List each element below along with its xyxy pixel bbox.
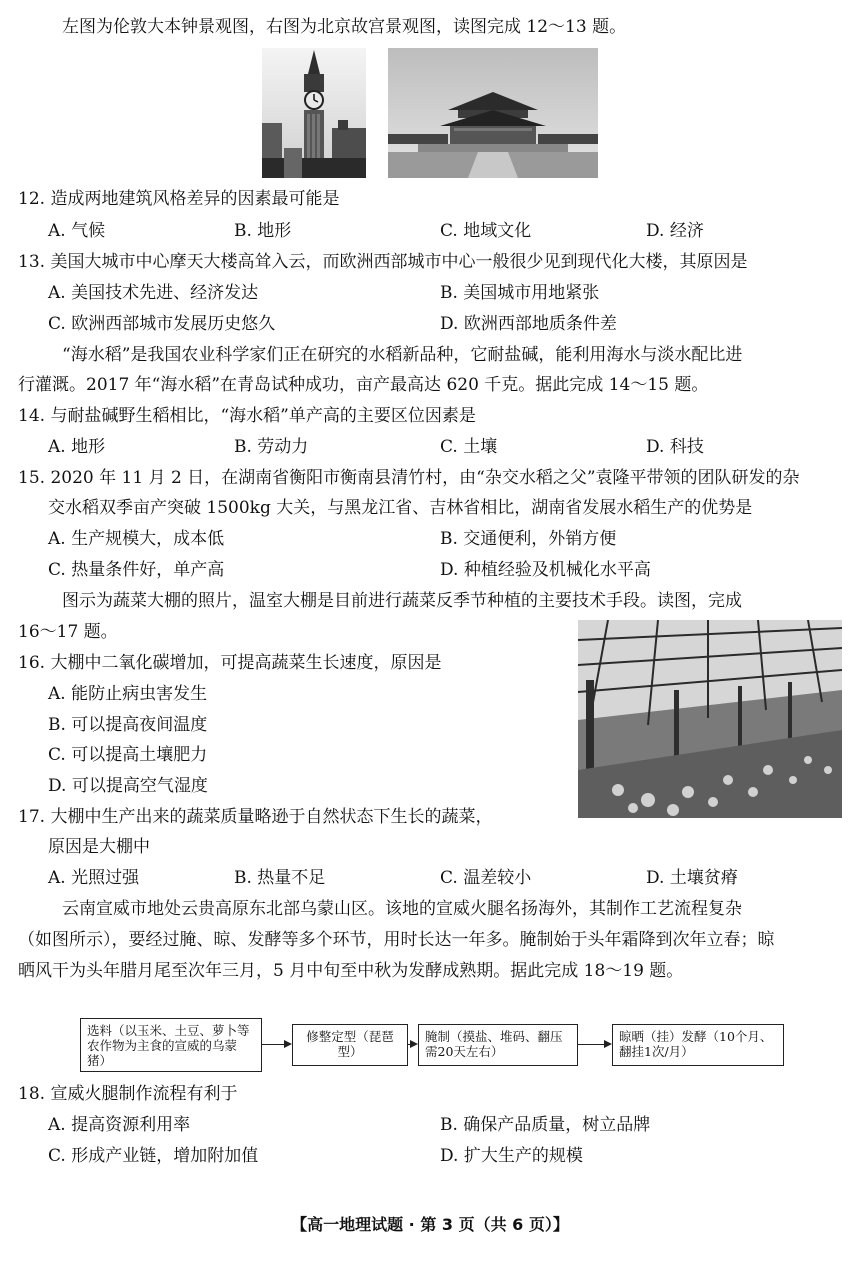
q18-option-d[interactable]: D. 扩大生产的规模: [440, 1146, 583, 1166]
q16-option-c[interactable]: C. 可以提高土壤肥力: [48, 745, 208, 765]
q17-stem-line1: 17. 大棚中生产出来的蔬菜质量略逊于自然状态下生长的蔬菜，: [18, 807, 493, 827]
q13-option-b[interactable]: B. 美国城市用地紧张: [440, 283, 600, 303]
q14-option-c[interactable]: C. 土壤: [440, 437, 498, 457]
intro-q18-19-line3: 晒风干为头年腊月尾至次年三月，5 月中旬至中秋为发酵成熟期。据此完成 18～19 题。: [18, 961, 684, 981]
q13-stem: 13. 美国大城市中心摩天大楼高耸入云，而欧洲西部城市中心一般很少见到现代化大楼，其原因是: [18, 252, 748, 272]
q18-option-a[interactable]: A. 提高资源利用率: [48, 1115, 191, 1135]
q17-stem-line2: 原因是大棚中: [48, 837, 150, 857]
q14-stem: 14. 与耐盐碱野生稻相比，“海水稻”单产高的主要区位因素是: [18, 406, 476, 426]
flow-arrow-3: [578, 1044, 610, 1045]
q15-stem-line2: 交水稻双季亩产突破 1500kg 大关，与黑龙江省、吉林省相比，湖南省发展水稻生产的优势是: [48, 498, 753, 518]
q14-option-b[interactable]: B. 劳动力: [234, 437, 309, 457]
q14-option-d[interactable]: D. 科技: [646, 437, 704, 457]
q15-option-c[interactable]: C. 热量条件好，单产高: [48, 560, 225, 580]
flow-step-dry-ferment: 晾晒（挂）发酵（10个月、翻挂1次/月）: [612, 1024, 784, 1066]
intro-q12-13: 左图为伦敦大本钟景观图，右图为北京故宫景观图，读图完成 12～13 题。: [62, 17, 627, 37]
greenhouse-photo: [578, 620, 842, 818]
intro-q14-15-line1: “海水稻”是我国农业科学家们正在研究的水稻新品种，它耐盐碱，能利用海水与淡水配比进: [62, 345, 743, 365]
q18-option-c[interactable]: C. 形成产业链，增加附加值: [48, 1146, 259, 1166]
flow-step-cure: 腌制（摸盐、堆码、翻压需20天左右）: [418, 1024, 578, 1066]
big-ben-photo: [262, 48, 366, 178]
intro-q18-19-line1: 云南宣威市地处云贵高原东北部乌蒙山区。该地的宣威火腿名扬海外，其制作工艺流程复杂: [62, 899, 742, 919]
q16-option-a[interactable]: A. 能防止病虫害发生: [48, 684, 208, 704]
q17-option-a[interactable]: A. 光照过强: [48, 868, 140, 888]
q12-option-b[interactable]: B. 地形: [234, 221, 292, 241]
q17-option-d[interactable]: D. 土壤贫瘠: [646, 868, 738, 888]
forbidden-city-photo: [388, 48, 598, 178]
q17-option-b[interactable]: B. 热量不足: [234, 868, 326, 888]
q14-option-a[interactable]: A. 地形: [48, 437, 106, 457]
q16-option-d[interactable]: D. 可以提高空气湿度: [48, 776, 208, 796]
page-footer: 【高一地理试题 · 第 3 页（共 6 页）】: [291, 1215, 569, 1234]
q17-option-c[interactable]: C. 温差较小: [440, 868, 532, 888]
q18-option-b[interactable]: B. 确保产品质量，树立品牌: [440, 1115, 651, 1135]
q15-option-a[interactable]: A. 生产规模大，成本低: [48, 529, 225, 549]
q13-option-c[interactable]: C. 欧洲西部城市发展历史悠久: [48, 314, 276, 334]
q13-option-a[interactable]: A. 美国技术先进、经济发达: [48, 283, 259, 303]
q12-option-a[interactable]: A. 气候: [48, 221, 106, 241]
flow-arrow-2: [408, 1044, 416, 1045]
q15-stem-line1: 15. 2020 年 11 月 2 日，在湖南省衡阳市衡南县清竹村，由“杂交水稻之父”袁隆平带领的团队研发的杂: [18, 468, 800, 488]
q16-stem: 16. 大棚中二氧化碳增加，可提高蔬菜生长速度，原因是: [18, 653, 442, 673]
q13-option-d[interactable]: D. 欧洲西部地质条件差: [440, 314, 617, 334]
q18-stem: 18. 宣威火腿制作流程有利于: [18, 1084, 238, 1104]
intro-q16-17-line2: 16～17 题。: [18, 622, 118, 642]
q12-stem: 12. 造成两地建筑风格差异的因素最可能是: [18, 189, 340, 209]
intro-q14-15-line2: 行灌溉。2017 年“海水稻”在青岛试种成功，亩产最高达 620 千克。据此完成 14～15 题。: [18, 375, 709, 395]
q12-option-d[interactable]: D. 经济: [646, 221, 704, 241]
flow-arrow-1: [262, 1044, 290, 1045]
flow-step-select-material: 选料（以玉米、土豆、萝卜等农作物为主食的宣威的乌蒙猪）: [80, 1018, 262, 1072]
q12-option-c[interactable]: C. 地域文化: [440, 221, 532, 241]
q15-option-b[interactable]: B. 交通便利，外销方便: [440, 529, 617, 549]
intro-q16-17-line1: 图示为蔬菜大棚的照片，温室大棚是目前进行蔬菜反季节种植的主要技术手段。读图，完成: [62, 591, 742, 611]
flow-step-trim-shape: 修整定型（琵琶型）: [292, 1024, 408, 1066]
q15-option-d[interactable]: D. 种植经验及机械化水平高: [440, 560, 651, 580]
q16-option-b[interactable]: B. 可以提高夜间温度: [48, 715, 208, 735]
intro-q18-19-line2: （如图所示），要经过腌、晾、发酵等多个环节，用时长达一年多。腌制始于头年霜降到次年立春；晾: [18, 930, 775, 950]
